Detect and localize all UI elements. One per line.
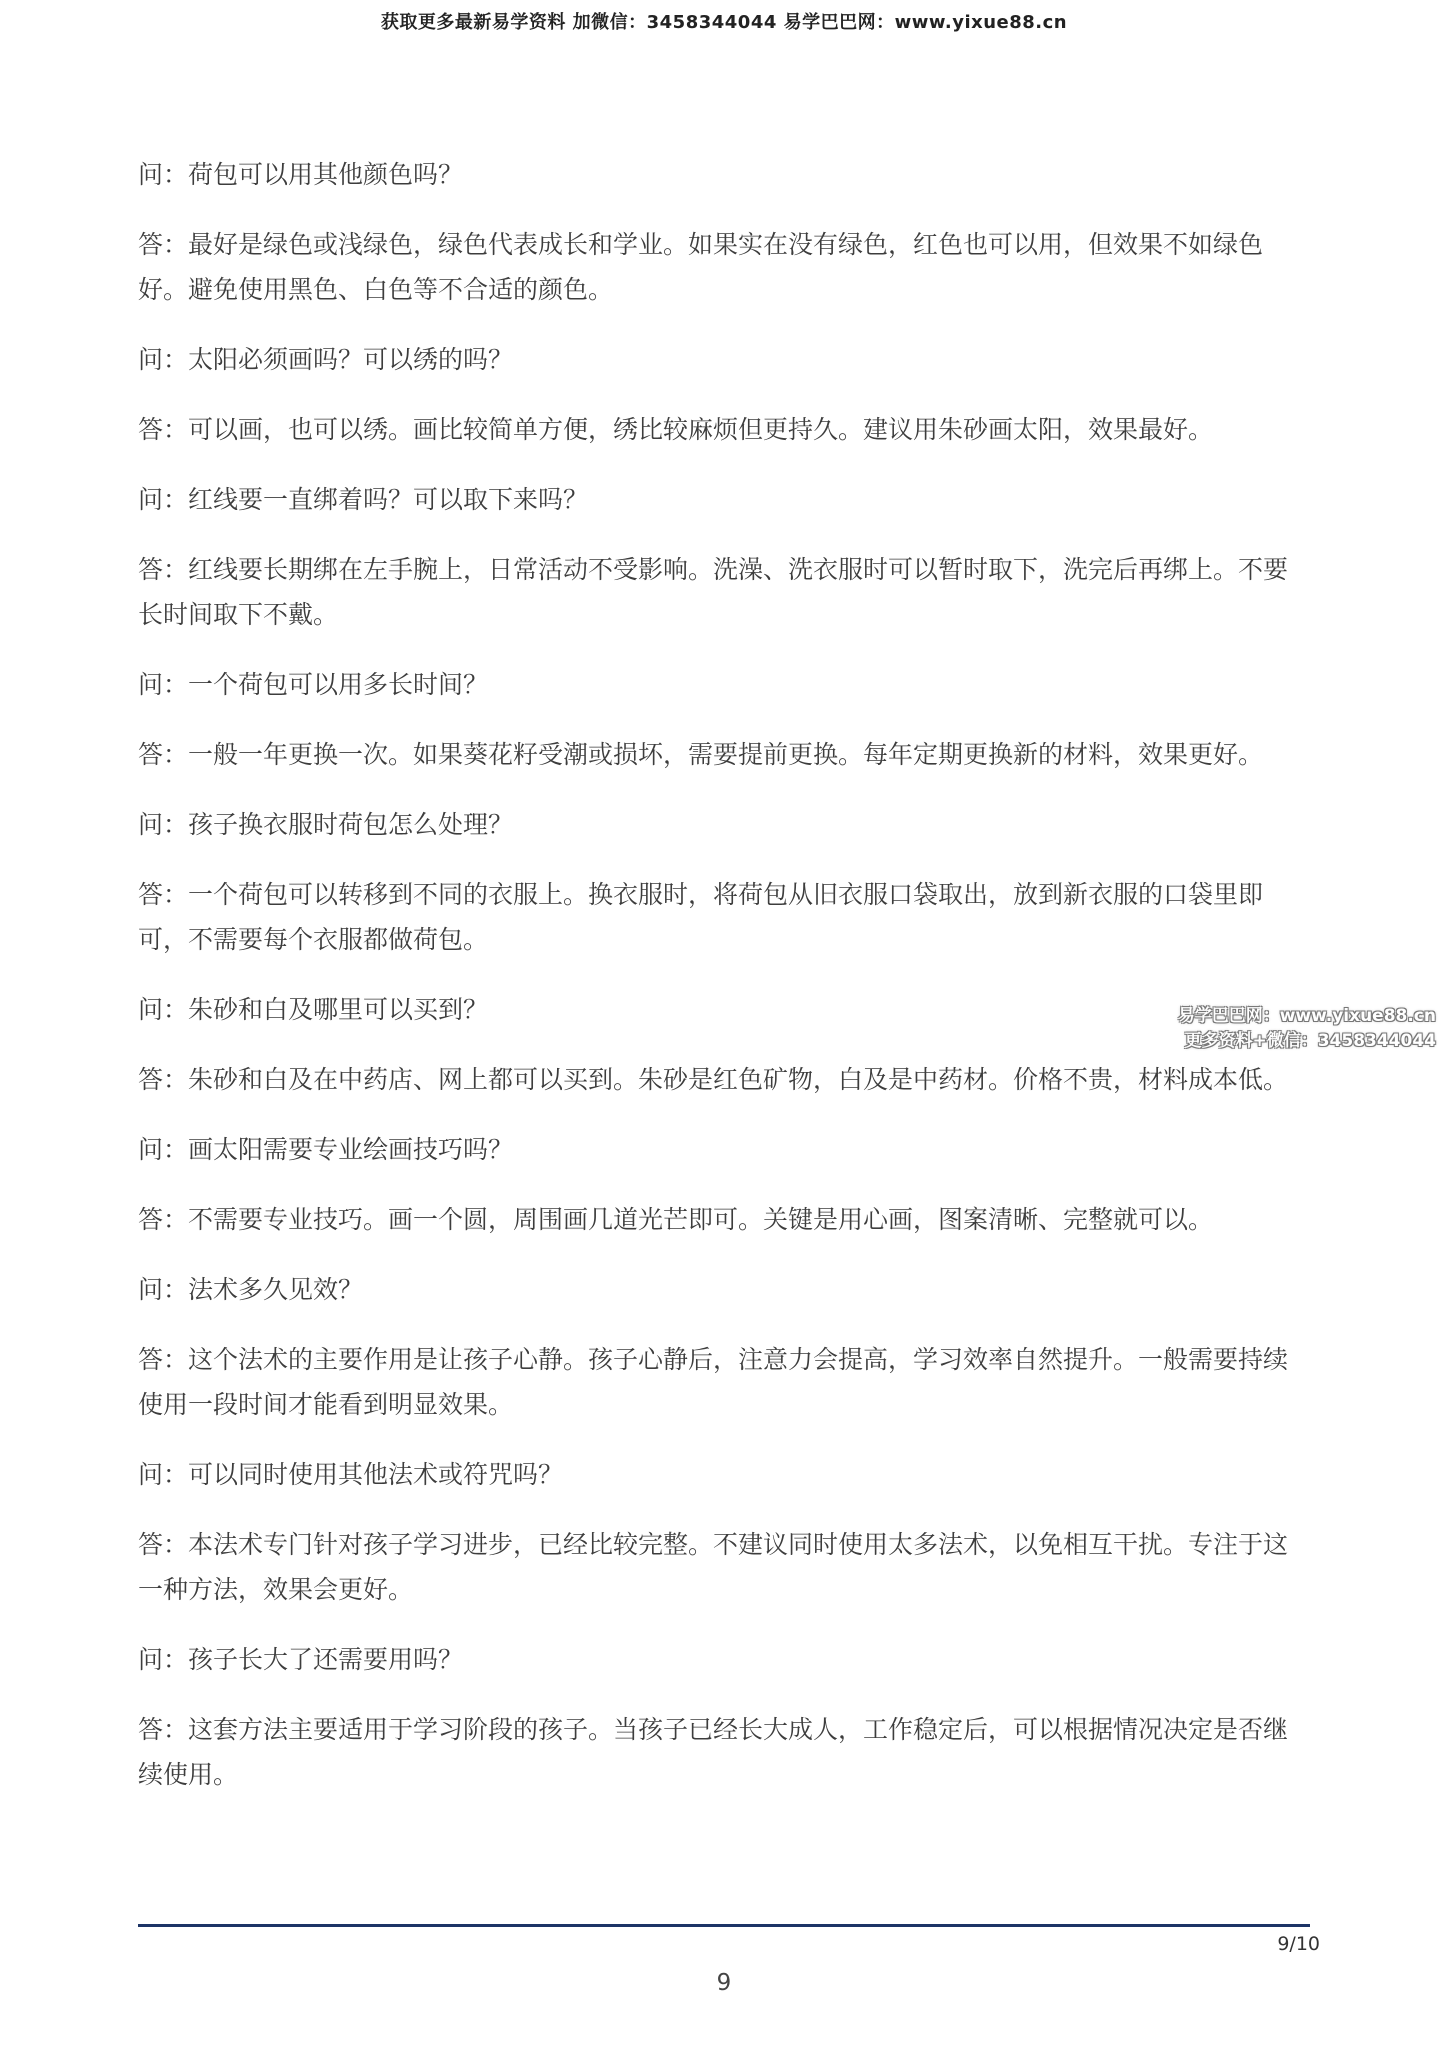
answer-9: 答：本法术专门针对孩子学习进步，已经比较完整。不建议同时使用太多法术，以免相互干扰。专注于这一种方法，效果会更好。: [138, 1530, 1289, 1604]
answer-3: 答：红线要长期绑在左手腕上，日常活动不受影响。洗澡、洗衣服时可以暂时取下，洗完后再绑上。不要长时间取下不戴。: [138, 555, 1289, 629]
answer-10: 答：这套方法主要适用于学习阶段的孩子。当孩子已经长大成人，工作稳定后，可以根据情况决定是否继续使用。: [138, 1715, 1289, 1789]
answer-7: 答：不需要专业技巧。画一个圆，周围画几道光芒即可。关键是用心画，图案清晰、完整就可以。: [138, 1205, 1214, 1234]
question-6: 问：朱砂和白及哪里可以买到？: [138, 995, 489, 1024]
answer-6: 答：朱砂和白及在中药店、网上都可以买到。朱砂是红色矿物，白及是中药材。价格不贵，材料成本低。: [138, 1065, 1289, 1094]
question-8: 问：法术多久见效？: [138, 1275, 364, 1304]
answer-1: 答：最好是绿色或浅绿色，绿色代表成长和学业。如果实在没有绿色，红色也可以用，但效果不如绿色好。避免使用黑色、白色等不合适的颜色。: [138, 230, 1264, 304]
answer-8: 答：这个法术的主要作用是让孩子心静。孩子心静后，注意力会提高，学习效率自然提升。一般需要持续使用一段时间才能看到明显效果。: [138, 1345, 1289, 1419]
answer-2: 答：可以画，也可以绣。画比较简单方便，绣比较麻烦但更持久。建议用朱砂画太阳，效果最好。: [138, 415, 1214, 444]
answer-5: 答：一个荷包可以转移到不同的衣服上。换衣服时，将荷包从旧衣服口袋取出，放到新衣服的口袋里即可，不需要每个衣服都做荷包。: [138, 880, 1264, 954]
question-1: 问：荷包可以用其他颜色吗？: [138, 160, 464, 189]
question-9: 问：可以同时使用其他法术或符咒吗？: [138, 1460, 564, 1489]
top-banner: 获取更多最新易学资料 加微信：3458344044 易学巴巴网：www.yixue88.cn: [380, 12, 1068, 33]
question-4: 问：一个荷包可以用多长时间？: [138, 670, 489, 699]
page-number: 9: [716, 1970, 732, 1996]
question-5: 问：孩子换衣服时荷包怎么处理？: [138, 810, 514, 839]
question-3: 问：红线要一直绑着吗？可以取下来吗？: [138, 485, 589, 514]
page-fraction: 9/10: [1277, 1933, 1320, 1955]
answer-4: 答：一般一年更换一次。如果葵花籽受潮或损坏，需要提前更换。每年定期更换新的材料，效果更好。: [138, 740, 1264, 769]
question-7: 问：画太阳需要专业绘画技巧吗？: [138, 1135, 514, 1164]
footer-divider: [138, 1924, 1310, 1927]
qa-content: [138, 152, 1310, 1822]
watermark-line-2: 更多资料+微信：3458344044: [1184, 1031, 1436, 1051]
watermark: [1178, 1004, 1436, 1054]
watermark-line-1: 易学巴巴网：www.yixue88.cn: [1177, 1006, 1436, 1026]
question-10: 问：孩子长大了还需要用吗？: [138, 1645, 464, 1674]
question-2: 问：太阳必须画吗？可以绣的吗？: [138, 345, 514, 374]
